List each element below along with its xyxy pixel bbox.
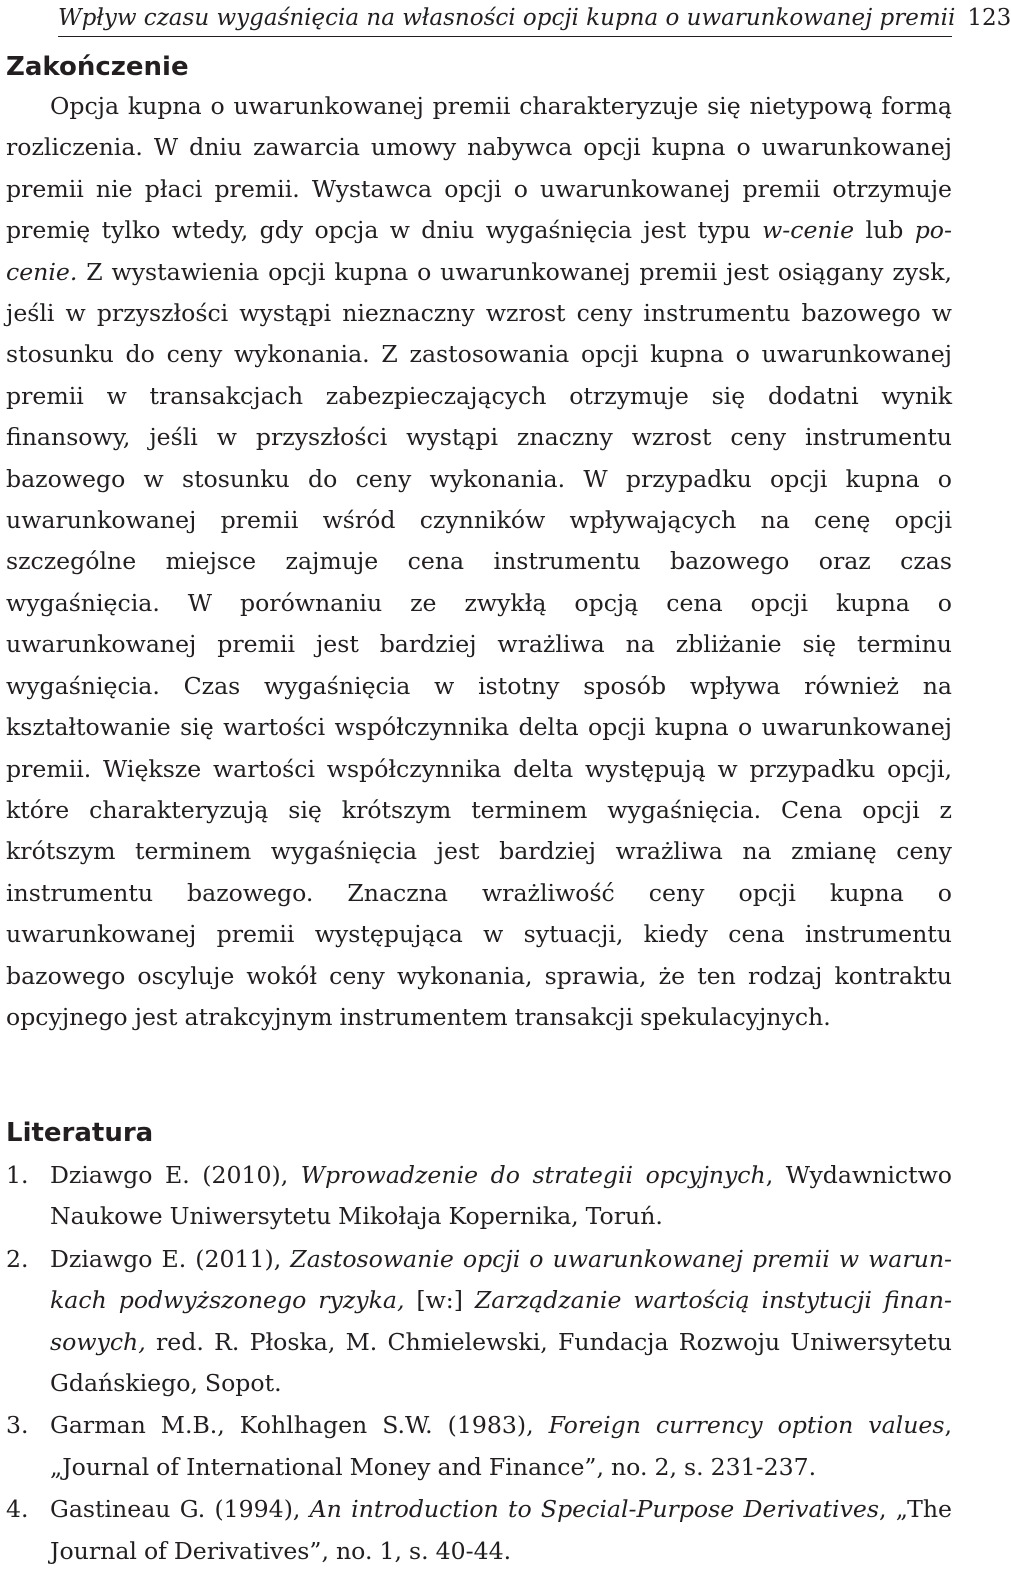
reference-source: , „The Journal of Derivatives”, no. 1, s. 40-44. (50, 1495, 952, 1565)
reference-source: , „Journal of International Money and Finance”, no. 2, s. 231-237. (50, 1411, 952, 1481)
reference-author: Dziawgo E. (2010), (50, 1161, 301, 1189)
reference-number: 2. (6, 1244, 29, 1273)
reference-author: Garman M.B., Kohlhagen S.W. (1983), (50, 1411, 549, 1440)
running-header (58, 0, 1011, 37)
reference-title: An introduction to Special-Purpose Derivatives (309, 1495, 879, 1524)
running-header-title: Wpływ czasu wygaśnięcia na własności opcji kupna o uwarunkowanej premii (58, 5, 956, 31)
reference-title: Wprowadzenie do strategii opcyjnych (300, 1161, 766, 1189)
reference-item (6, 1239, 952, 1405)
reference-author: Gastineau G. (1994), (50, 1495, 310, 1524)
reference-number: 3. (6, 1411, 29, 1440)
paragraph-text-joiner: lub (854, 216, 915, 245)
reference-author: Dziawgo E. (2011), (50, 1244, 291, 1273)
reference-list (6, 1155, 952, 1573)
section-heading-literature: Literatura (6, 1118, 154, 1148)
reference-source: , Wydawnictwo Naukowe Uniwersytetu Mikołaja Kopernika, Toruń. (50, 1161, 953, 1231)
reference-item (6, 1489, 952, 1572)
reference-book-title: Zarządzanie wartością instytucji finansowych, (50, 1286, 952, 1356)
section-heading-conclusion: Zakończenie (6, 52, 189, 82)
conclusion-paragraph (6, 86, 952, 1038)
page-number: 123 (967, 5, 1011, 31)
paragraph-text-rest: Z wystawienia opcji kupna o uwarunkowanej premii jest osiągany zysk, jeśli w przyszłości wystąpi nieznaczny wzrost ceny instrumentu bazowego w stosunku do ceny wykonania. Z zastosowania opcji kupna o uwarunkowanej premii w transakcjach zabezpieczających otrzymuje się dodatni wynik finansowy, jeśli w przyszłości wystąpi znaczny wzrost ceny instrumentu bazowego w stosunku do ceny wykonania. W przypadku opcji kupna o uwarunkowanej premii wśród czynników wpływających na cenę opcji szczególne miejsce zajmuje cena instrumentu bazowego oraz czas wygaśnięcia. W porównaniu ze zwykłą opcją cena opcji kupna o uwarunkowanej premii jest bardziej wrażliwa na zbliżanie się terminu wygaśnięcia. Czas wygaśnięcia w istotny sposób wpływa również na kształtowanie się wartości współczynnika delta opcji kupna o uwarunkowanej premii. Większe wartości współczynnika delta występują w przypadku opcji, które charakteryzują się krótszym terminem wygaśnięcia. Cena opcji z krótszym terminem wygaśnięcia jest bardziej wrażliwa na zmianę ceny instrumentu bazowego. Znaczna wrażliwość ceny opcji kupna o uwarunkowanej premii występująca w sytuacji, kiedy cena instrumentu bazowego oscyluje wokół ceny wykonania, sprawia, że ten rodzaj kontraktu opcyjnego jest atrakcyjnym instrumentem transakcji spekulacyjnych. (6, 257, 952, 1031)
reference-number: 1. (6, 1161, 29, 1189)
reference-title: Zastosowanie opcji o uwarunkowanej premii w warunkach podwyższonego ryzyka, (50, 1244, 952, 1315)
reference-source: red. R. Płoska, M. Chmielewski, Fundacja Rozwoju Uniwersytetu Gdańskiego, Sopot. (50, 1327, 952, 1398)
paragraph-text-start: Opcja kupna o uwarunkowanej premii charakteryzuje się nietypową formą rozliczenia. W dniu zawarcia umowy nabywca opcji kupna o uwarunkowanej premii nie płaci premii. Wystawca opcji o uwarunkowanej premii otrzymuje premię tylko wtedy, gdy opcja w dniu wygaśnięcia jest typu (6, 92, 952, 245)
reference-title: Foreign currency option values (548, 1411, 945, 1440)
reference-item (6, 1155, 952, 1238)
term-w-cenie: w-cenie (762, 216, 855, 245)
term-po-cenie: po-cenie. (6, 216, 952, 286)
reference-in: [w:] (404, 1286, 475, 1315)
reference-number: 4. (6, 1495, 29, 1524)
reference-item (6, 1405, 952, 1488)
